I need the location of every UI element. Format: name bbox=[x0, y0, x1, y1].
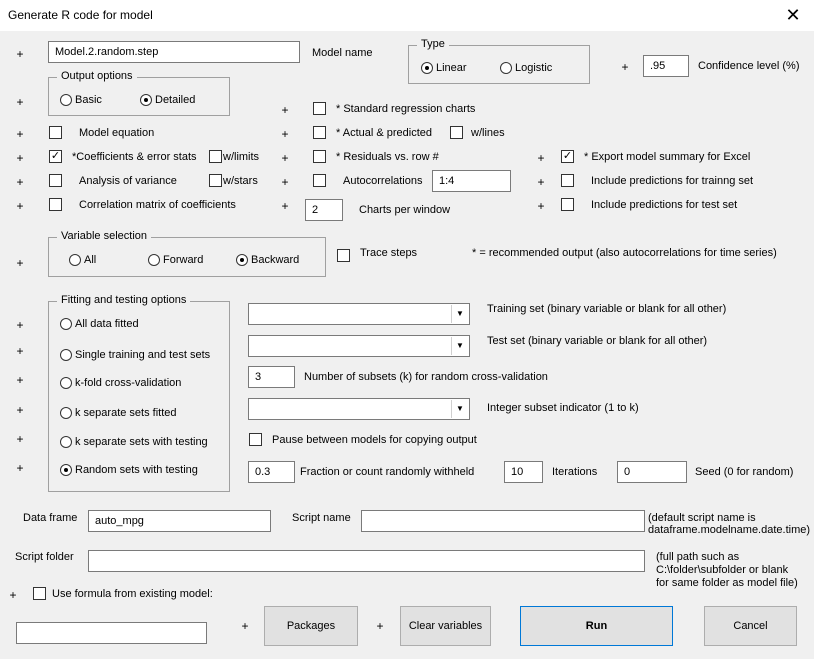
fit-random-sets-label: Random sets with testing bbox=[75, 464, 198, 476]
plus-fit-2[interactable]: + bbox=[16, 373, 24, 387]
plus-charts-per-window[interactable]: + bbox=[281, 199, 289, 213]
script-name-label: Script name bbox=[292, 512, 351, 524]
use-formula-label: Use formula from existing model: bbox=[52, 588, 213, 600]
fit-all-data-label: All data fitted bbox=[75, 318, 139, 330]
iterations-input[interactable] bbox=[504, 461, 543, 483]
plus-model-name[interactable]: + bbox=[16, 47, 24, 61]
trace-steps-checkbox[interactable] bbox=[337, 249, 350, 262]
close-icon[interactable]: ✕ bbox=[785, 5, 801, 25]
fit-kfold-radio[interactable] bbox=[60, 377, 72, 389]
subsets-input[interactable] bbox=[248, 366, 295, 388]
model-equation-checkbox[interactable] bbox=[49, 126, 62, 139]
w-lines-checkbox[interactable] bbox=[450, 126, 463, 139]
output-basic-label: Basic bbox=[75, 94, 102, 106]
fit-random-sets-radio[interactable] bbox=[60, 464, 72, 476]
type-group-title: Type bbox=[417, 38, 449, 50]
test-set-dropdown[interactable] bbox=[248, 335, 470, 357]
w-limits-label: w/limits bbox=[223, 151, 260, 163]
selection-all-radio[interactable] bbox=[69, 254, 81, 266]
selection-forward-radio[interactable] bbox=[148, 254, 160, 266]
trace-steps-label: Trace steps bbox=[360, 247, 418, 259]
charts-per-window-input[interactable] bbox=[305, 199, 343, 221]
selection-backward-radio[interactable] bbox=[236, 254, 248, 266]
type-linear-label: Linear bbox=[436, 62, 467, 74]
chevron-down-icon[interactable]: ▼ bbox=[451, 337, 468, 355]
fit-kfold-label: k-fold cross-validation bbox=[75, 377, 182, 389]
seed-input[interactable] bbox=[617, 461, 687, 483]
formula-input[interactable] bbox=[16, 622, 207, 644]
plus-output-options[interactable]: + bbox=[16, 95, 24, 109]
plus-use-formula[interactable]: + bbox=[9, 588, 17, 602]
fraction-input[interactable] bbox=[248, 461, 295, 483]
selection-forward-label: Forward bbox=[163, 254, 204, 266]
confidence-input[interactable] bbox=[643, 55, 689, 77]
training-set-dropdown[interactable] bbox=[248, 303, 470, 325]
plus-fit-3[interactable]: + bbox=[16, 403, 24, 417]
export-summary-checkbox[interactable]: ✓ bbox=[562, 150, 573, 162]
residuals-label: * Residuals vs. row # bbox=[336, 151, 439, 163]
pred-training-checkbox[interactable] bbox=[561, 174, 574, 187]
fit-k-separate-radio[interactable] bbox=[60, 407, 72, 419]
export-summary-label: * Export model summary for Excel bbox=[584, 151, 751, 163]
type-logistic-radio[interactable] bbox=[500, 62, 512, 74]
title-bar bbox=[0, 0, 814, 31]
correlation-label: Correlation matrix of coefficients bbox=[79, 199, 236, 211]
plus-autocorr[interactable]: + bbox=[281, 175, 289, 189]
subsets-label: Number of subsets (k) for random cross-validation bbox=[304, 371, 548, 383]
output-basic-radio[interactable] bbox=[60, 94, 72, 106]
plus-anova[interactable]: + bbox=[16, 175, 24, 189]
fit-single-sets-label: Single training and test sets bbox=[75, 349, 211, 361]
output-detailed-radio[interactable] bbox=[140, 94, 152, 106]
data-frame-label: Data frame bbox=[23, 512, 78, 524]
plus-pred-training[interactable]: + bbox=[537, 175, 545, 189]
fraction-label: Fraction or count randomly withheld bbox=[300, 466, 475, 478]
std-charts-checkbox[interactable] bbox=[313, 102, 326, 115]
w-stars-label: w/stars bbox=[223, 175, 258, 187]
training-set-label: Training set (binary variable or blank for all other) bbox=[487, 303, 727, 315]
cancel-button[interactable]: Cancel bbox=[704, 606, 797, 646]
residuals-checkbox[interactable] bbox=[313, 150, 326, 163]
packages-button[interactable]: Packages bbox=[264, 606, 358, 646]
anova-label: Analysis of variance bbox=[79, 175, 177, 187]
plus-fit-1[interactable]: + bbox=[16, 344, 24, 358]
test-set-label: Test set (binary variable or blank for all other) bbox=[487, 335, 708, 347]
run-button[interactable]: Run bbox=[520, 606, 673, 646]
plus-clear-variables[interactable]: + bbox=[376, 619, 384, 633]
script-folder-note-1: (full path such as bbox=[656, 551, 740, 563]
type-logistic-label: Logistic bbox=[515, 62, 553, 74]
integer-subset-dropdown[interactable] bbox=[248, 398, 470, 420]
pause-label: Pause between models for copying output bbox=[272, 434, 477, 446]
data-frame-input[interactable] bbox=[88, 510, 271, 532]
plus-std-charts[interactable]: + bbox=[281, 103, 289, 117]
plus-residuals[interactable]: + bbox=[281, 151, 289, 165]
pred-test-label: Include predictions for test set bbox=[591, 199, 738, 211]
model-name-label: Model name bbox=[312, 47, 373, 59]
pred-training-label: Include predictions for trainng set bbox=[591, 175, 754, 187]
anova-checkbox[interactable] bbox=[49, 174, 62, 187]
seed-label: Seed (0 for random) bbox=[695, 466, 794, 478]
script-folder-note-3: for same folder as model file) bbox=[656, 577, 798, 589]
plus-fit-4[interactable]: + bbox=[16, 432, 24, 446]
script-name-input[interactable] bbox=[361, 510, 645, 532]
script-folder-input[interactable] bbox=[88, 550, 645, 572]
plus-model-equation[interactable]: + bbox=[16, 127, 24, 141]
fit-k-separate-label: k separate sets fitted bbox=[75, 407, 177, 419]
plus-export-summary[interactable]: + bbox=[537, 151, 545, 165]
use-formula-checkbox[interactable] bbox=[33, 587, 46, 600]
w-lines-label: w/lines bbox=[471, 127, 505, 139]
correlation-checkbox[interactable] bbox=[49, 198, 62, 211]
pred-test-checkbox[interactable] bbox=[561, 198, 574, 211]
selection-all-label: All bbox=[84, 254, 97, 266]
type-linear-radio[interactable] bbox=[421, 62, 433, 74]
actual-pred-checkbox[interactable] bbox=[313, 126, 326, 139]
fit-all-data-radio[interactable] bbox=[60, 318, 72, 330]
charts-per-window-label: Charts per window bbox=[359, 204, 451, 216]
fit-single-sets-radio[interactable] bbox=[60, 349, 72, 361]
chevron-down-icon[interactable]: ▼ bbox=[451, 305, 468, 323]
plus-pred-test[interactable]: + bbox=[537, 199, 545, 213]
confidence-label: Confidence level (%) bbox=[698, 60, 800, 72]
plus-confidence[interactable]: + bbox=[621, 60, 629, 74]
script-folder-label: Script folder bbox=[15, 551, 74, 563]
plus-actual-pred[interactable]: + bbox=[281, 127, 289, 141]
autocorr-checkbox[interactable] bbox=[313, 174, 326, 187]
pause-checkbox[interactable] bbox=[249, 433, 262, 446]
chevron-down-icon[interactable]: ▼ bbox=[451, 400, 468, 418]
output-detailed-label: Detailed bbox=[155, 94, 196, 106]
script-name-note-2: dataframe.modelname.date.time) bbox=[648, 524, 811, 536]
plus-variable-selection[interactable]: + bbox=[16, 256, 24, 270]
fitting-title: Fitting and testing options bbox=[57, 294, 190, 306]
model-name-input[interactable] bbox=[48, 41, 300, 63]
output-options-title: Output options bbox=[57, 70, 137, 82]
std-charts-label: * Standard regression charts bbox=[336, 103, 476, 115]
w-limits-checkbox[interactable] bbox=[209, 150, 222, 163]
w-stars-checkbox[interactable] bbox=[209, 174, 222, 187]
recommended-note: * = recommended output (also autocorrelations for time series) bbox=[472, 247, 777, 259]
plus-coefficients[interactable]: + bbox=[16, 151, 24, 165]
plus-fit-5[interactable]: + bbox=[16, 461, 24, 475]
script-folder-note-2: C:\folder\subfolder or blank bbox=[656, 564, 789, 576]
autocorr-label: Autocorrelations bbox=[343, 175, 423, 187]
coefficients-label: *Coefficients & error stats bbox=[72, 151, 197, 163]
integer-subset-label: Integer subset indicator (1 to k) bbox=[487, 402, 639, 414]
coefficients-checkbox[interactable]: ✓ bbox=[50, 150, 61, 162]
actual-pred-label: * Actual & predicted bbox=[336, 127, 433, 139]
model-equation-label: Model equation bbox=[79, 127, 155, 139]
variable-selection-title: Variable selection bbox=[57, 230, 151, 242]
fit-k-testing-radio[interactable] bbox=[60, 436, 72, 448]
clear-variables-button[interactable]: Clear variables bbox=[400, 606, 491, 646]
script-name-note-1: (default script name is bbox=[648, 512, 756, 524]
plus-correlation[interactable]: + bbox=[16, 199, 24, 213]
selection-backward-label: Backward bbox=[251, 254, 300, 266]
autocorr-input[interactable] bbox=[432, 170, 511, 192]
window-title: Generate R code for model bbox=[8, 8, 153, 22]
plus-packages[interactable]: + bbox=[241, 619, 249, 633]
iterations-label: Iterations bbox=[552, 466, 598, 478]
plus-fit-0[interactable]: + bbox=[16, 318, 24, 332]
fit-k-testing-label: k separate sets with testing bbox=[75, 436, 208, 448]
